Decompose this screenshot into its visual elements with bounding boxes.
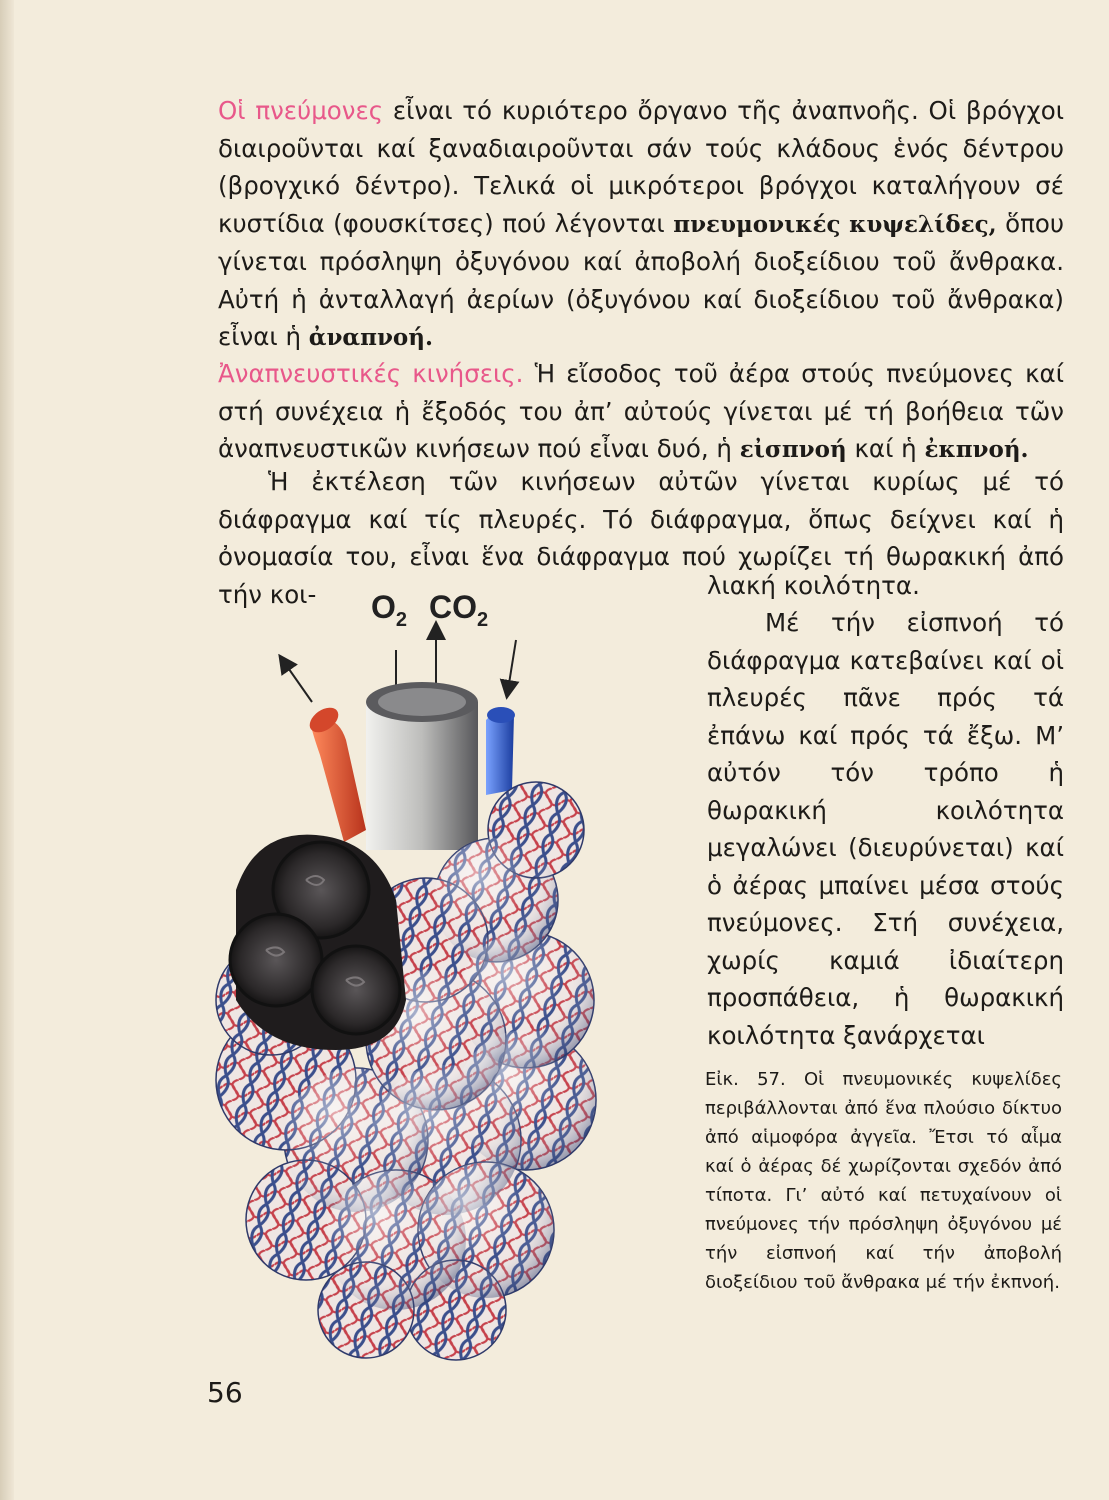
label-carbon-dioxide: $CO_2$ — [429, 589, 489, 631]
artery — [311, 720, 366, 842]
heading-breathing-movements: Ἀναπνευστικές κινήσεις. — [218, 359, 524, 388]
paragraph-lungs — [218, 92, 1064, 357]
paragraph-diaphragm-continuation: λιακή κοιλότητα. — [707, 571, 920, 600]
text: Ἡ εἴσοδος τοῦ ἀέρα στούς πνεύμονες καί στή συνέχεια ἡ ἔξοδός του ἀπ’ αὐτούς γίνεται μέ τή βοήθεια τῶν ἀναπνευστικῶν κινήσεων πού εἶναι δυό, ἡ — [218, 359, 1064, 463]
bold-term-exhalation: ἐκπνοή. — [924, 436, 1029, 463]
bold-term-alveoli: πνευμονικές κυψελίδες, — [673, 210, 997, 238]
arrow-artery — [284, 662, 312, 702]
text: Ἡ ἐκτέλεση τῶν κινήσεων αὐτῶν γίνεται κυρίως μέ τό διάφραγμα καί τίς πλευρές. Τό διάφραγμα, ὅπως δείχνει καί ἡ ὀνομασία του, εἶναι ἕνα διάφραγμα πού χωρίζει τή θωρακική ἀπό τήν κοι- — [218, 467, 1064, 609]
heading-lungs: Οἱ πνεύμονες — [218, 96, 384, 125]
bronchiole — [366, 702, 478, 850]
text: Μέ τήν εἰσπνοή τό διάφραγμα κατεβαίνει καί οἱ πλευρές πᾶνε πρός τά ἐπάνω καί πρός τά ἔξω. Μ’ αὐτόν τόν τρόπο ἡ θωρακική κοιλότητα μεγαλώνει (διευρύνεται) καί ὁ ἀέρας μπαίνει μέσα στούς πνεύμονες. Στή συνέχεια, χωρίς καμιά ἰδιαίτερη προσπάθεια, ἡ θωρακική κοιλότητα ξανάρχεται — [707, 608, 1064, 1050]
vein — [486, 711, 514, 795]
alveoli-illustration — [196, 580, 696, 1380]
alveoli-cross-section — [230, 835, 406, 1050]
bold-term-respiration: ἀναπνοή. — [308, 324, 433, 351]
paragraph-breathing-movements — [218, 355, 1064, 469]
text: καί ἡ — [846, 434, 925, 463]
page-binding-edge — [0, 0, 14, 1500]
paragraph-inhalation — [707, 604, 1064, 1054]
page-number: 56 — [207, 1376, 243, 1409]
bold-term-inhalation: εἰσπνοή — [739, 436, 847, 463]
figure-caption: Εἰκ. 57. Οἱ πνευμονικές κυψελίδες περιβάλλονται ἀπό ἕνα πλούσιο δίκτυο ἀπό αἱμοφόρα ἀγγεῖα. Ἔτσι τό αἷμα καί ὁ ἀέρας δέ χωρίζονται σχεδόν ἀπό τίποτα. Γι’ αὐτό καί πετυχαίνουν οἱ πνεύμονες τήν πρόσληψη ὀξυγόνου μέ τήν εἰσπνοή καί τήν ἀποβολή διοξείδιου τοῦ ἄνθρακα μέ τήν ἐκπνοή. — [705, 1069, 1062, 1293]
label-oxygen: $O_2$ — [371, 589, 408, 631]
arrow-vein — [508, 640, 516, 690]
text: εἶναι τό κυριότερο ὄργανο τῆς ἀναπνοῆς. Οἱ βρόγχοι διαιροῦνται καί ξαναδιαιροῦνται σάν τούς κλάδους ἑνός δέντρου (βρογχικό δέντρο). Τελικά οἱ μικρότεροι βρόγχοι καταλήγουν σέ κυστίδια (φουσκίτσες) πού λέγονται — [218, 96, 1064, 238]
text: ὅπου γίνεται πρόσληψη ὀξυγόνου καί ἀποβολή διοξείδιου τοῦ ἄνθρακα. Αὐτή ἡ ἀνταλλαγή ἀερίων (ὀξυγόνου καί διοξείδιου τοῦ ἄνθρακα) εἶναι ἡ — [218, 208, 1065, 351]
